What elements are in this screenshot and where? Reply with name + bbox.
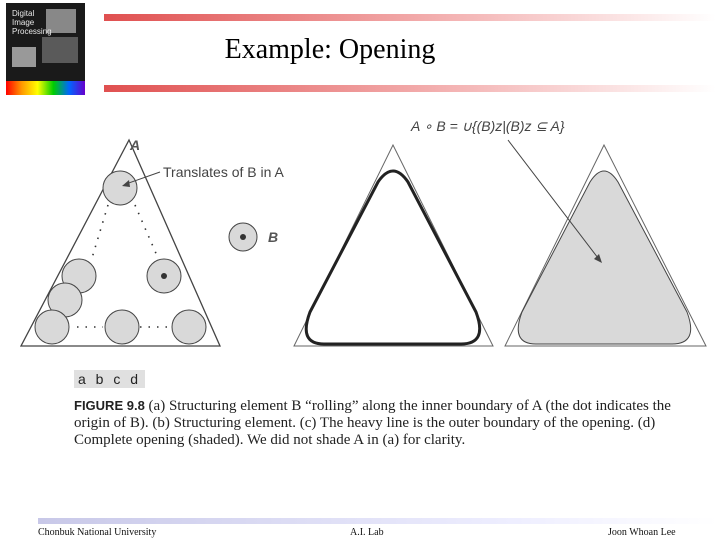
label-set-b: B — [268, 229, 279, 245]
structuring-element-origin — [240, 234, 246, 240]
footer-university: Chonbuk National University — [38, 527, 157, 538]
label-set-a: A — [130, 137, 141, 153]
slide-title: Example: Opening — [224, 34, 436, 65]
book-cover-title: Digital Image Processing — [12, 9, 52, 36]
structuring-element-translate — [35, 310, 69, 344]
structuring-element-translate — [172, 310, 206, 344]
header-underline-bar — [104, 85, 716, 92]
footer-lab: A.I. Lab — [350, 527, 384, 538]
cover-spectrum — [6, 81, 85, 95]
footer-author: Joon Whoan Lee — [608, 527, 676, 538]
panel-letters: a b c d — [74, 370, 145, 388]
header-accent-bar — [104, 14, 716, 21]
figure-caption — [74, 397, 674, 449]
opening-outer-boundary — [306, 171, 479, 344]
opening-figure — [18, 110, 708, 355]
opening-formula: A ∘ B = ∪{(B)z|(B)z ⊆ A} — [411, 118, 565, 134]
panel-c — [294, 145, 493, 346]
translates-label: Translates of B in A — [163, 164, 284, 180]
set-a-outline-c — [294, 145, 493, 346]
structuring-element-translate — [103, 171, 137, 205]
origin-dot — [161, 273, 167, 279]
structuring-element-translate — [105, 310, 139, 344]
panel-b — [229, 223, 278, 251]
caption-figure-number: FIGURE 9.8 — [74, 398, 145, 413]
footer-bar — [38, 518, 718, 524]
caption-text: (a) Structuring element B “rolling” along the inner boundary of A (the dot indicates the origin of B). (b) Structuring element. (c) The heavy line is the outer boundary of the opening. (d) Complete opening (shaded). We did not shade A in (a) for clarity. — [74, 398, 671, 448]
opening-shaded-region — [518, 171, 690, 344]
panel-d — [505, 140, 706, 346]
